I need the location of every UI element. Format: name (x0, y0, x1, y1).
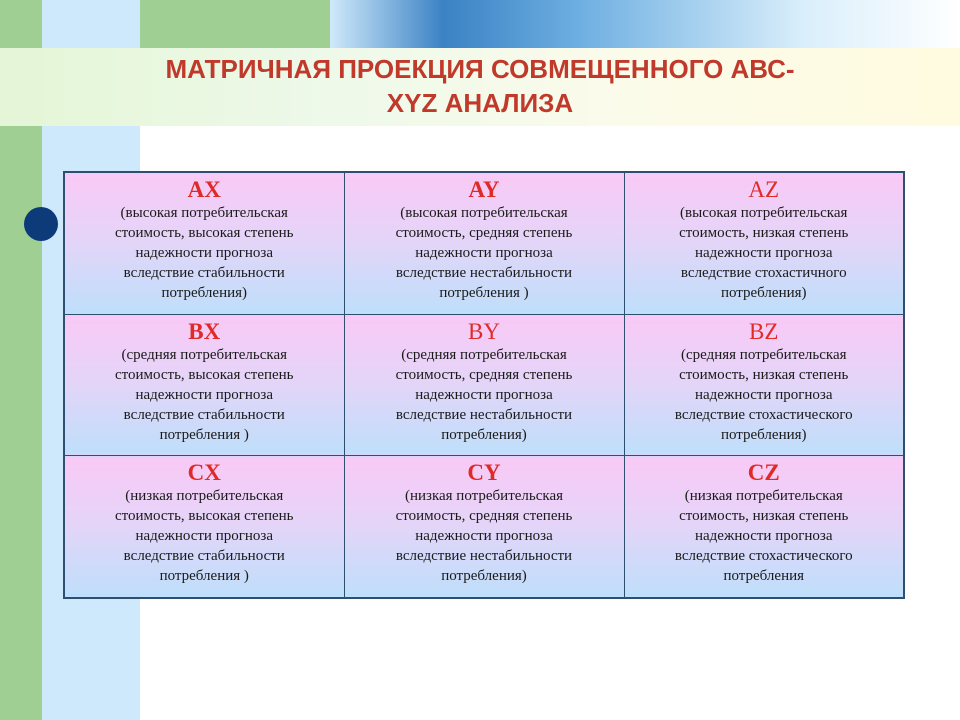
cell-code: CZ (747, 460, 780, 486)
cell-ax (64, 172, 344, 314)
cell-desc-line: вследствие нестабильности (395, 406, 573, 423)
cell-desc-line: (высокая потребительская (680, 205, 848, 221)
cell-code: AY (468, 177, 500, 202)
cell-desc-line: надежности прогноза (135, 386, 274, 403)
cell-desc-line: стоимость, высокая степень (114, 508, 294, 525)
cell-bx (64, 314, 344, 456)
matrix-row-c (64, 456, 904, 598)
cell-desc-line: потребления) (441, 426, 527, 443)
cell-desc-line: (высокая потребительская (120, 205, 288, 221)
cell-code: CX (187, 460, 221, 486)
cell-desc-line: (низкая потребительская (125, 488, 284, 505)
cell-desc-line: потребления ) (159, 568, 249, 585)
cell-desc-line: вследствие нестабильности (395, 548, 573, 565)
cell-code: AZ (748, 177, 780, 202)
cell-desc-line: вследствие нестабильности (395, 265, 573, 281)
cell-desc-line: вследствие стохастичного (680, 265, 847, 281)
matrix-row-a (64, 172, 904, 314)
abc-xyz-matrix (63, 171, 905, 599)
cell-desc-line: стоимость, средняя степень (395, 508, 573, 525)
cell-desc-line: стоимость, низкая степень (679, 366, 849, 383)
cell-cz (624, 456, 904, 598)
cell-desc-line: надежности прогноза (135, 245, 274, 261)
top-gradient-band (330, 0, 960, 48)
cell-desc-line: (средняя потребительская (121, 346, 288, 363)
cell-desc-line: стоимость, средняя степень (395, 366, 573, 383)
cell-desc-line: надежности прогноза (694, 245, 833, 261)
cell-desc-line: (средняя потребительская (680, 346, 847, 363)
cell-desc-line: надежности прогноза (415, 528, 553, 545)
cell-desc-line: вследствие стабильности (123, 548, 285, 565)
cell-desc-line: вследствие стабильности (123, 265, 285, 281)
cell-desc-line: надежности прогноза (135, 528, 274, 545)
cell-code: BX (188, 318, 221, 344)
cell-desc-line: надежности прогноза (694, 386, 833, 403)
cell-desc-line: надежности прогноза (415, 386, 553, 403)
cell-code: BZ (749, 318, 779, 344)
cell-desc-line: (низкая потребительская (404, 488, 564, 505)
bullet-circle-icon (24, 207, 58, 241)
cell-desc-line: стоимость, высокая степень (114, 225, 294, 241)
cell-desc-line: надежности прогноза (694, 528, 833, 545)
cell-desc-line: потребления (723, 568, 805, 585)
cell-az (624, 172, 904, 314)
cell-desc-line: надежности прогноза (415, 245, 553, 261)
cell-code: BY (468, 318, 500, 344)
slide-title-line-1: МАТРИЧНАЯ ПРОЕКЦИЯ СОВМЕЩЕННОГО АВС- (165, 54, 795, 84)
cell-desc-line: потребления ) (439, 285, 529, 301)
slide-title-line-2: XYZ АНАЛИЗА (386, 88, 574, 118)
cell-desc-line: стоимость, средняя степень (395, 225, 573, 241)
cell-bz (624, 314, 904, 456)
cell-desc-line: вследствие стабильности (123, 406, 285, 423)
cell-desc-line: стоимость, низкая степень (679, 225, 849, 241)
cell-code: CY (467, 460, 501, 486)
cell-desc-line: (высокая потребительская (400, 205, 568, 221)
cell-desc-line: потребления) (161, 285, 248, 301)
cell-by (344, 314, 624, 456)
matrix-row-b (64, 314, 904, 456)
cell-code: AX (187, 177, 221, 202)
cell-cy (344, 456, 624, 598)
cell-desc-line: вследствие стохастического (674, 406, 853, 423)
cell-desc-line: потребления) (441, 568, 527, 585)
cell-desc-line: потребления ) (159, 426, 249, 443)
top-green-band (140, 0, 340, 48)
cell-desc-line: потребления) (720, 285, 807, 301)
cell-desc-line: вследствие стохастического (674, 548, 853, 565)
cell-desc-line: потребления) (720, 426, 807, 443)
cell-desc-line: (средняя потребительская (401, 346, 567, 363)
cell-ay (344, 172, 624, 314)
cell-desc-line: (низкая потребительская (684, 488, 843, 505)
cell-desc-line: стоимость, низкая степень (679, 508, 849, 525)
cell-cx (64, 456, 344, 598)
cell-desc-line: стоимость, высокая степень (114, 366, 294, 383)
slide-title (60, 52, 900, 120)
